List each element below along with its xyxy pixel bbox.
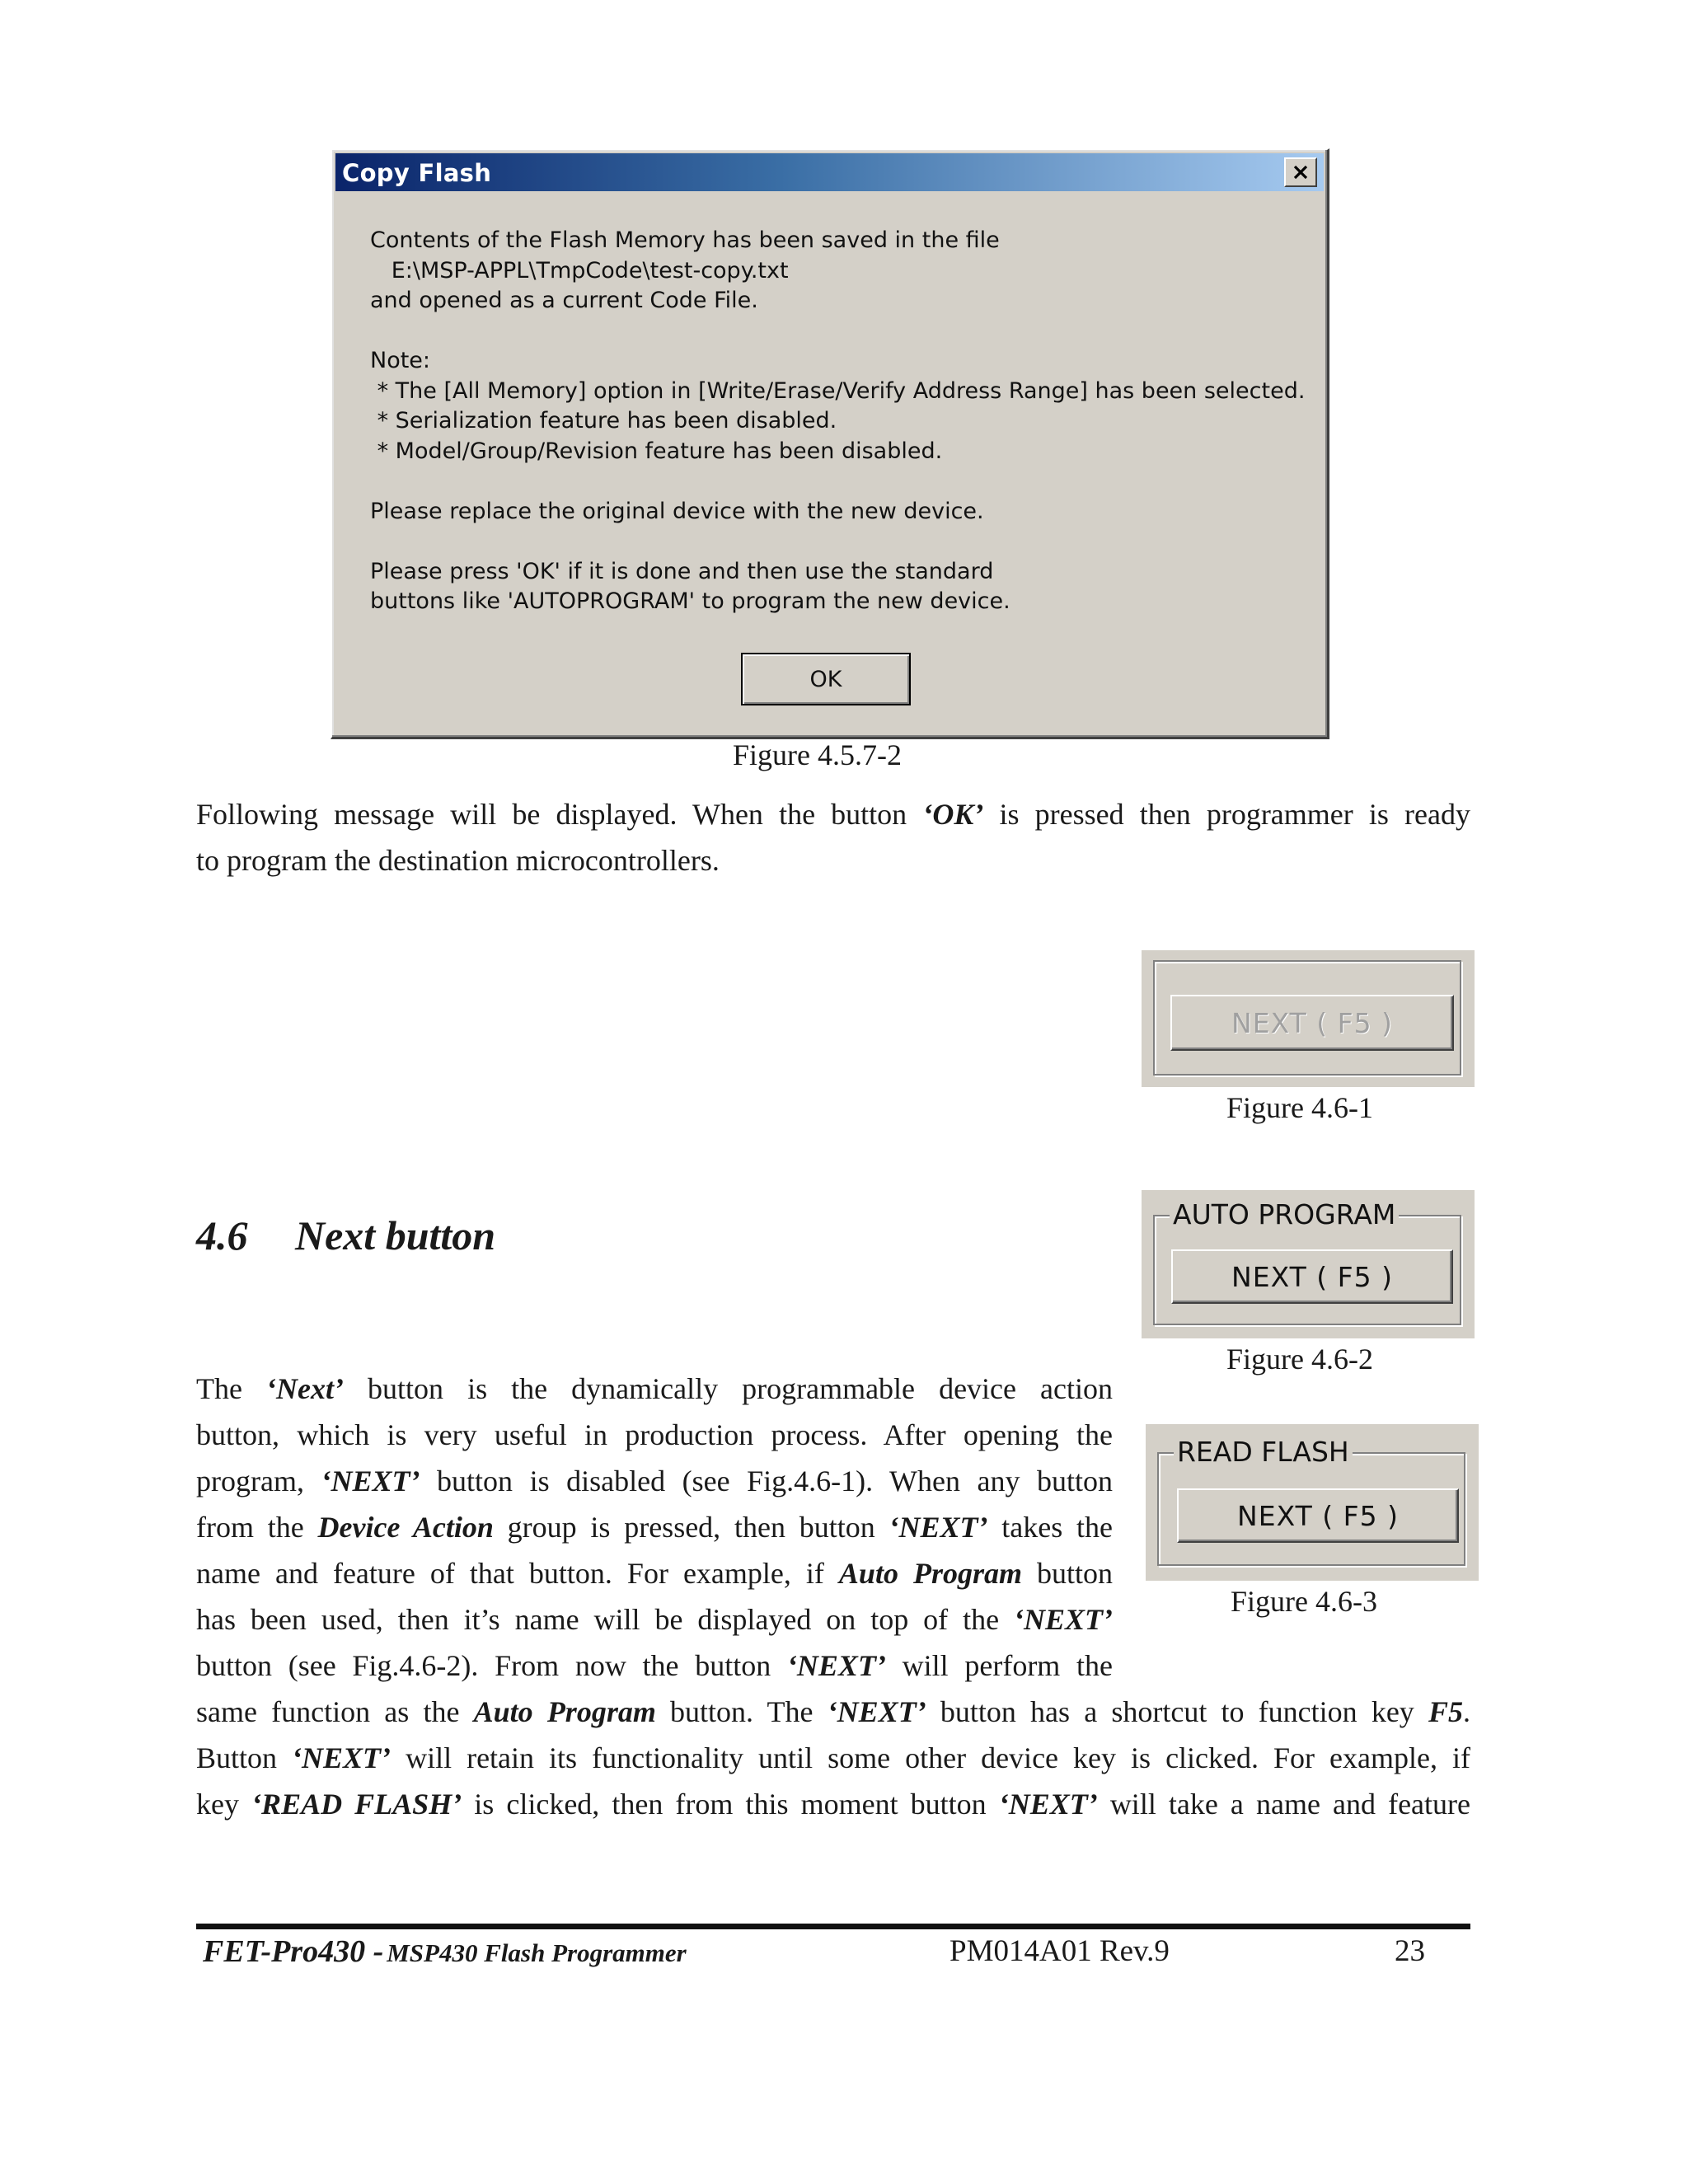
footer-doc-id: PM014A01 Rev.9: [950, 1934, 1170, 1968]
dialog-line: and opened as a current Code File.: [370, 288, 758, 313]
body-line: Button ‘NEXT’ will retain its functionality until some other device key is clicked. For example, if: [196, 1741, 1471, 1774]
next-button[interactable]: NEXT ( F5 ): [1177, 1488, 1459, 1543]
intro-line-1: Following message will be displayed. When the button ‘OK’ is pressed then programmer is ready: [196, 798, 1470, 831]
body-line: same function as the Auto Program button. The ‘NEXT’ button has a shortcut to function key F5.: [196, 1695, 1470, 1728]
close-icon: [1292, 163, 1310, 181]
figure-caption: Figure 4.5.7-2: [733, 738, 902, 771]
section-heading: [196, 1212, 495, 1259]
dialog-line: Please press 'OK' if it is done and then use the standard: [370, 558, 994, 584]
section-title: Next button: [295, 1212, 496, 1258]
auto-program-group-label: AUTO PROGRAM: [1170, 1200, 1399, 1230]
dialog-line: Please replace the original device with the new device.: [370, 498, 984, 524]
dialog-line: * The [All Memory] option in [Write/Erase/Verify Address Range] has been selected.: [370, 377, 1306, 404]
next-button[interactable]: NEXT ( F5 ): [1171, 1249, 1453, 1304]
figure-caption: Figure 4.6-3: [1231, 1585, 1377, 1618]
body-line: name and feature of that button. For example, if Auto Program button: [196, 1557, 1113, 1590]
footer-product-name: FET-Pro430 -: [203, 1934, 384, 1969]
body-line: button, which is very useful in production process. After opening the: [196, 1418, 1113, 1451]
figure-4-6-1-panel: [1142, 950, 1475, 1087]
intro-paragraph: [196, 791, 1470, 883]
body-paragraph-wide: [196, 1689, 1470, 1827]
body-paragraph-narrow: [196, 1366, 1113, 1689]
intro-line-2: to program the destination microcontrollers.: [196, 844, 720, 877]
dialog-line: * Model/Group/Revision feature has been disabled.: [370, 438, 943, 464]
body-line: key ‘READ FLASH’ is clicked, then from this moment button ‘NEXT’ will take a name and feature: [196, 1788, 1470, 1821]
copy-flash-dialog: [331, 148, 1329, 739]
dialog-titlebar: [335, 153, 1324, 191]
dialog-line: * Serialization feature has been disabled.: [370, 408, 837, 434]
body-line: program, ‘NEXT’ button is disabled (see Fig.4.6-1). When any button: [196, 1465, 1113, 1497]
dialog-line: Contents of the Flash Memory has been saved in the file: [370, 227, 1000, 253]
figure-4-6-3-panel: [1146, 1424, 1479, 1581]
page-number: 23: [1395, 1934, 1425, 1968]
dialog-close-button[interactable]: [1284, 157, 1317, 187]
footer-product: [203, 1933, 687, 1970]
next-button-disabled[interactable]: NEXT ( F5 ): [1170, 995, 1454, 1051]
body-line: button (see Fig.4.6-2). From now the button ‘NEXT’ will perform the: [196, 1649, 1113, 1682]
dialog-line: buttons like 'AUTOPROGRAM' to program the new device.: [370, 588, 1010, 614]
body-line: The ‘Next’ button is the dynamically programmable device action: [196, 1372, 1113, 1405]
ok-button[interactable]: OK: [741, 653, 911, 705]
body-line: has been used, then it’s name will be displayed on top of the ‘NEXT’: [196, 1603, 1113, 1636]
dialog-line: Note:: [370, 348, 431, 373]
footer-rule: [196, 1924, 1470, 1929]
footer-product-subtitle: MSP430 Flash Programmer: [387, 1938, 687, 1967]
figure-4-6-2-panel: [1142, 1190, 1475, 1338]
dialog-title: Copy Flash: [342, 159, 492, 187]
dialog-line: E:\MSP-APPL\TmpCode\test-copy.txt: [370, 257, 789, 284]
dialog-message: [370, 226, 1311, 617]
figure-caption: Figure 4.6-1: [1226, 1091, 1373, 1124]
body-line: from the Device Action group is pressed, then button ‘NEXT’ takes the: [196, 1511, 1114, 1544]
read-flash-group-label: READ FLASH: [1174, 1437, 1353, 1467]
figure-caption: Figure 4.6-2: [1226, 1343, 1373, 1376]
section-number: 4.6: [196, 1212, 248, 1258]
